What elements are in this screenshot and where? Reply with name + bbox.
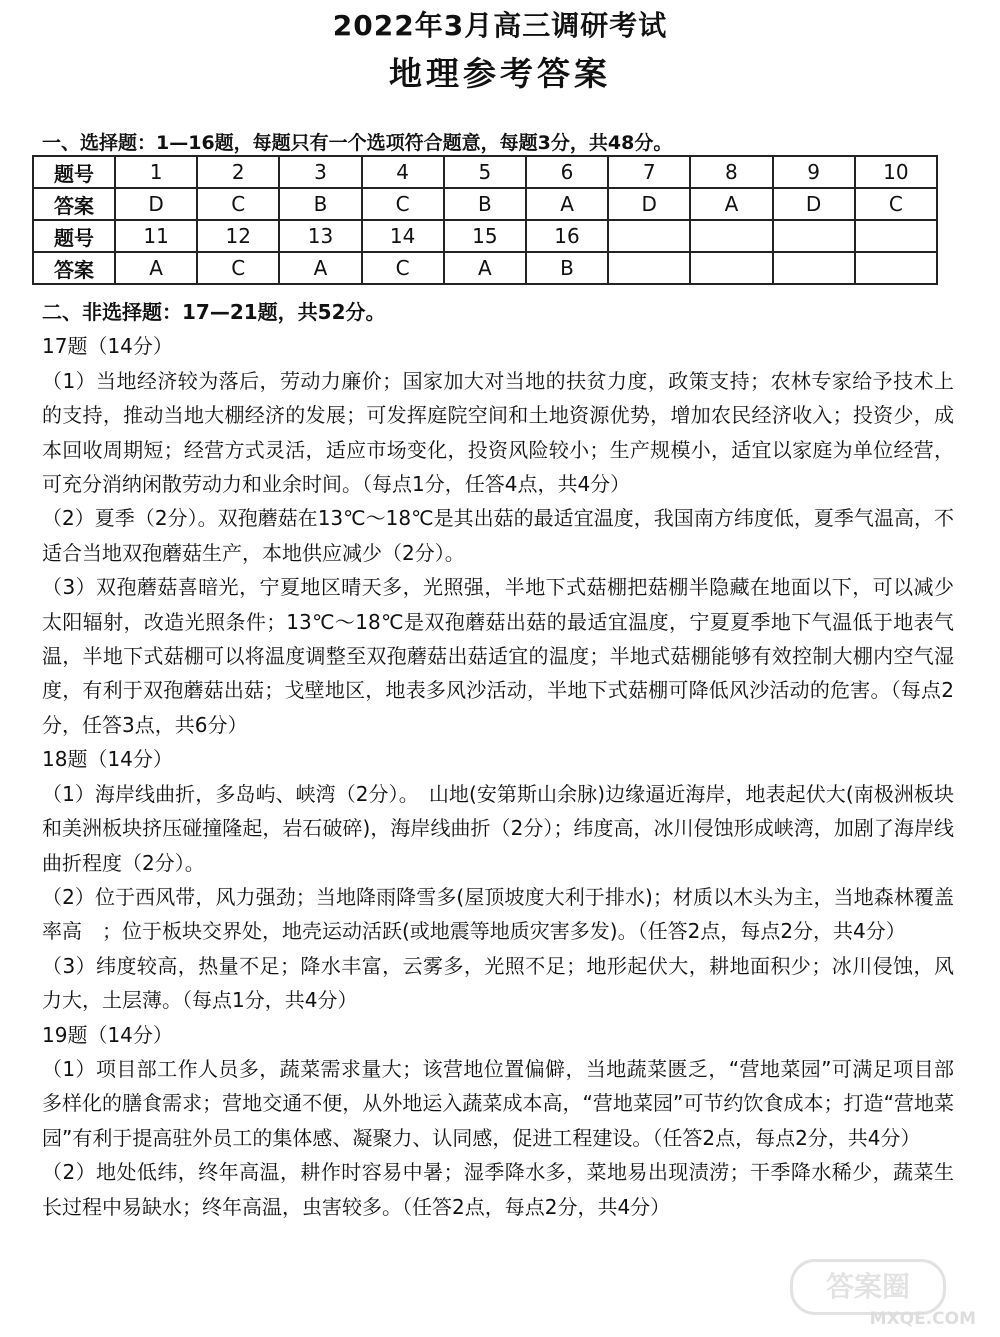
q17-title: 17题（14分）: [42, 334, 173, 359]
table-cell: 9: [773, 156, 855, 188]
q17-answer-3: （3）双孢蘑菇喜暗光，宁夏地区晴天多，光照强，半地下式菇棚把菇棚半隐藏在地面以下，可以减少太阳辐射，改造光照条件；13℃～18℃是双孢蘑菇出菇的最适宜温度，宁夏夏季地下气温低于地表气温，半地下式菇棚可以将温度调整至双孢蘑菇出菇适宜的温度；半地式菇棚能够有效控制大棚内空气湿度，有利于双孢蘑菇出菇；戈壁地区，地表多风沙活动，半地下式菇棚可降低风沙活动的危害。（每点2分，任答3点，共6分）: [42, 575, 954, 737]
q19-title: 19题（14分）: [42, 1022, 173, 1047]
table-row-header: 答案: [33, 252, 115, 284]
table-cell: [608, 252, 690, 284]
table-row: [33, 156, 937, 188]
table-cell: 16: [526, 220, 608, 252]
watermark-logo: 答案圈: [790, 1259, 946, 1315]
table-cell: 2: [197, 156, 279, 188]
table-cell: A: [526, 188, 608, 220]
table-cell: 8: [690, 156, 772, 188]
table-row: [33, 220, 937, 252]
table-cell: 4: [362, 156, 444, 188]
table-cell: A: [444, 252, 526, 284]
table-cell: 3: [279, 156, 361, 188]
table-cell: A: [115, 252, 197, 284]
table-cell: 14: [362, 220, 444, 252]
table-cell: [690, 252, 772, 284]
table-cell: D: [115, 188, 197, 220]
section2-heading: 二、非选择题：17—21题，共52分。: [42, 300, 386, 324]
table-cell: B: [526, 252, 608, 284]
table-cell: 7: [608, 156, 690, 188]
table-row: [33, 188, 937, 220]
table-cell: [773, 252, 855, 284]
table-cell: A: [279, 252, 361, 284]
table-row: [33, 252, 937, 284]
table-cell: C: [855, 188, 937, 220]
q18-title: 18题（14分）: [42, 747, 173, 772]
table-cell: 15: [444, 220, 526, 252]
exam-title: 2022年3月高三调研考试: [332, 9, 668, 42]
table-cell: [690, 220, 772, 252]
table-cell: C: [362, 188, 444, 220]
table-cell: [855, 220, 937, 252]
table-cell: [773, 220, 855, 252]
table-cell: B: [279, 188, 361, 220]
table-cell: A: [690, 188, 772, 220]
table-cell: [855, 252, 937, 284]
table-cell: B: [444, 188, 526, 220]
q17-answer-2: （2）夏季（2分）。双孢蘑菇在13℃～18℃是其出菇的最适宜温度，我国南方纬度低，夏季气温高，不适合当地双孢蘑菇生产，本地供应减少（2分）。: [42, 506, 954, 565]
table-cell: C: [197, 252, 279, 284]
q18-answer-3: （3）纬度较高，热量不足；降水丰富，云雾多，光照不足；地形起伏大，耕地面积少；冰川侵蚀，风力大，土层薄。（每点1分，共4分）: [42, 953, 954, 1013]
table-cell: [608, 220, 690, 252]
table-row-header: 答案: [33, 188, 115, 220]
table-cell: 1: [115, 156, 197, 188]
q19-answer-1: （1）项目部工作人员多，蔬菜需求量大；该营地位置偏僻，当地蔬菜匮乏，“营地菜园”可满足项目部多样化的膳食需求；营地交通不便，从外地运入蔬菜成本高，“营地菜园”可节约饮食成本；打造“营地菜园”有利于提高驻外员工的集体感、凝聚力、认同感，促进工程建设。（任答2点，每点2分，共4分）: [42, 1056, 954, 1150]
table-cell: 13: [279, 220, 361, 252]
answer-title: 地理参考答案: [389, 54, 611, 93]
table-cell: C: [197, 188, 279, 220]
table-cell: C: [362, 252, 444, 284]
q17-answer-1: （1）当地经济较为落后，劳动力廉价；国家加大对当地的扶贫力度，政策支持；农林专家给予技术上的支持，推动当地大棚经济的发展；可发挥庭院空间和土地资源优势，增加农民经济收入；投资少，成本回收周期短；经营方式灵活，适应市场变化，投资风险较小；生产规模小，适宜以家庭为单位经营，可充分消纳闲散劳动力和业余时间。（每点1分，任答4点，共4分）: [42, 368, 954, 497]
table-cell: D: [773, 188, 855, 220]
table-cell: 5: [444, 156, 526, 188]
watermark-caption: MXQE.COM: [869, 1309, 976, 1329]
watermark: [780, 1259, 980, 1329]
table-row-header: 题号: [33, 156, 115, 188]
answer-table: [32, 155, 938, 285]
table-row-header: 题号: [33, 220, 115, 252]
non-choice-section: [42, 295, 954, 1224]
q19-answer-2: （2）地处低纬，终年高温，耕作时容易中暑；湿季降水多，菜地易出现渍涝；干季降水稀少，蔬菜生长过程中易缺水；终年高温，虫害较多。（任答2点，每点2分，共4分）: [42, 1160, 954, 1219]
table-cell: 10: [855, 156, 937, 188]
q18-answer-2: （2）位于西风带，风力强劲；当地降雨降雪多(屋顶坡度大利于排水)；材质以木头为主，当地森林覆盖率高 ；位于板块交界处，地壳运动活跃(或地震等地质灾害多发)。（任答2点，每点2分，共4分）: [42, 884, 954, 944]
table-cell: 12: [197, 220, 279, 252]
section1-heading: 一、选择题：1—16题，每题只有一个选项符合题意，每题3分，共48分。: [42, 132, 673, 154]
table-cell: D: [608, 188, 690, 220]
q18-answer-1: （1）海岸线曲折，多岛屿、峡湾（2分）。 山地(安第斯山余脉)边缘逼近海岸，地表起伏大(南极洲板块和美洲板块挤压碰撞隆起，岩石破碎)，海岸线曲折（2分）；纬度高，冰川侵蚀形成峡湾，加剧了海岸线曲折程度（2分）。: [42, 781, 954, 875]
table-cell: 11: [115, 220, 197, 252]
table-cell: 6: [526, 156, 608, 188]
